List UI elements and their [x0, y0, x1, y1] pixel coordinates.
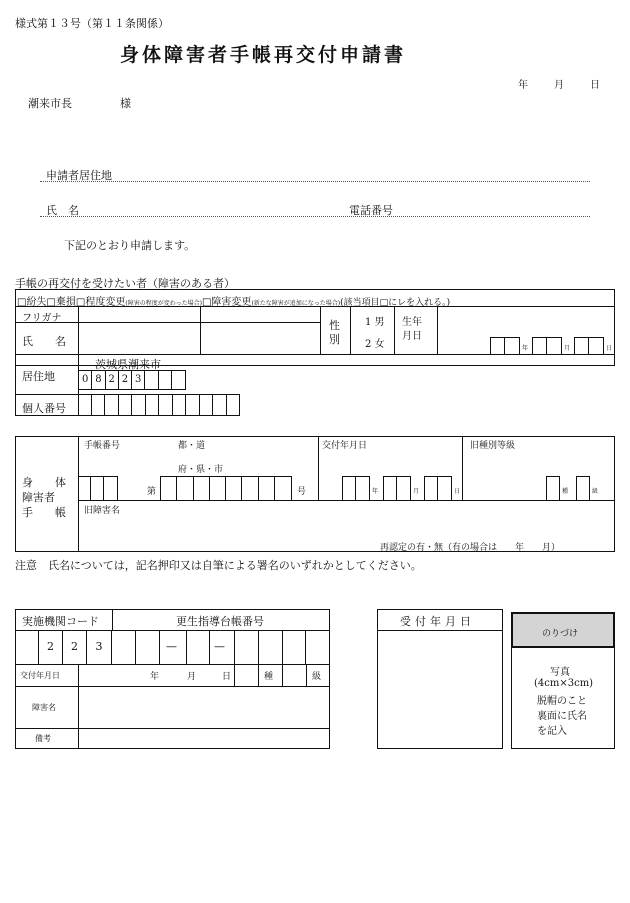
registry-dash-2: — [214, 640, 225, 653]
grade-label: 級 [592, 488, 599, 495]
personal-number-label: 個人番号 [22, 402, 66, 415]
issue-month-boxes[interactable] [383, 476, 411, 500]
agency-code-boxes[interactable] [38, 630, 112, 664]
applicant-address-label: 申請者居住地 [46, 169, 112, 182]
person-name-label: 氏 名 [22, 335, 66, 348]
residence-label: 居住地 [22, 370, 55, 383]
glue-label: のりづけ [542, 629, 579, 639]
residence-prefix: 茨城県潮来市 [95, 358, 161, 371]
date-year-label: 年 [518, 80, 528, 91]
birth-year-boxes[interactable] [490, 337, 520, 354]
sex-female-option[interactable]: 2 女 [365, 339, 385, 350]
issue-year-label: 年 [372, 488, 379, 495]
office-disability-input[interactable] [80, 688, 328, 726]
office-year-label: 年 [150, 672, 160, 682]
addressee: 潮来市長 [28, 97, 72, 110]
sex-label: 性別 [329, 319, 340, 346]
application-statement: 下記のとおり申請します。 [64, 239, 196, 252]
furigana-input[interactable] [80, 308, 318, 321]
book-side-label-1: 身 体 [22, 476, 66, 489]
grade-box[interactable] [576, 476, 590, 500]
office-day-label: 日 [222, 672, 232, 682]
option-instruction: (該当項目□にレを入れる。) [340, 298, 451, 308]
form-number: 様式第１３号（第１１条関係） [15, 17, 169, 30]
person-name-input[interactable] [80, 324, 318, 353]
birth-day-boxes[interactable] [574, 337, 604, 354]
postal-digit: 2 [106, 371, 119, 389]
office-kind-label: 種 [264, 672, 274, 682]
personal-number-boxes[interactable] [78, 394, 240, 416]
issue-day-label: 日 [454, 488, 461, 495]
old-disability-label: 旧障害名 [84, 506, 121, 516]
office-grade-label: 級 [312, 672, 322, 682]
birth-month-boxes[interactable] [532, 337, 562, 354]
agency-code-digit: 2 [39, 630, 63, 664]
option-disability-note: (新たな障害が追加になった場合) [251, 300, 341, 307]
reception-date-label: 受付年月日 [400, 615, 475, 628]
photo-line-5: を記入 [537, 726, 567, 737]
reception-stamp-area[interactable] [380, 633, 500, 745]
agency-code-label: 実施機関コード [22, 615, 99, 628]
option-damage[interactable]: □棄損 [46, 297, 76, 308]
kind-box[interactable] [546, 476, 560, 500]
book-number-boxes[interactable] [160, 476, 292, 500]
dai-label: 第 [147, 487, 157, 497]
addressee-honorific: 様 [120, 97, 131, 110]
registry-dash-1: — [166, 640, 177, 653]
recertification-note: 再認定の有・無（有の場合は 年 月） [380, 543, 561, 553]
registry-boxes-3[interactable] [234, 630, 330, 664]
applicant-phone-label: 電話番号 [349, 204, 393, 217]
issue-year-boxes[interactable] [342, 476, 370, 500]
applicant-name-line[interactable] [40, 216, 590, 217]
postal-digit: 0 [79, 371, 92, 389]
option-degree-note: (障害の程度が変わった場合) [125, 300, 202, 307]
applicant-name-label: 氏 名 [46, 204, 79, 217]
furigana-label: フリガナ [22, 313, 62, 324]
page-title: 身体障害者手帳再交付申請書 [120, 44, 407, 66]
birth-year-label: 年 [522, 345, 529, 352]
section1-heading: 手帳の再交付を受けたい者（障害のある者） [15, 277, 235, 290]
to-do-label: 都・道 [178, 441, 206, 451]
office-disability-label: 障害名 [32, 703, 56, 712]
office-month-label: 月 [187, 672, 197, 682]
prefecture-code-boxes[interactable] [78, 476, 118, 500]
option-loss[interactable]: □紛失 [17, 297, 47, 308]
photo-line-1: 写真 [550, 667, 570, 678]
book-number-label: 手帳番号 [84, 441, 121, 451]
residence-input[interactable] [200, 368, 600, 382]
birth-month-label: 月 [564, 345, 571, 352]
fu-ken-shi-label: 府・県・市 [178, 465, 224, 475]
book-side-label-3: 手 帳 [22, 506, 66, 519]
registry-boxes-2[interactable] [186, 630, 210, 664]
option-disability-change[interactable]: □障害変更 [201, 297, 252, 308]
photo-line-4: 裏面に氏名 [537, 711, 587, 722]
option-degree-change[interactable]: □程度変更 [75, 297, 126, 308]
photo-line-3: 脱帽のこと [537, 696, 587, 707]
issue-day-boxes[interactable] [424, 476, 452, 500]
birth-date-label: 生年月日 [402, 317, 422, 342]
postal-code-boxes[interactable] [78, 370, 186, 390]
birth-day-label: 日 [606, 345, 613, 352]
kind-label: 種 [562, 488, 569, 495]
signature-note: 注意 氏名については，記名押印又は自筆による署名のいずれかとしてください。 [15, 559, 422, 572]
agency-code-digit: 2 [63, 630, 87, 664]
old-grade-label: 旧種別等級 [470, 441, 516, 451]
postal-digit: 2 [119, 371, 132, 389]
issue-date-label: 交付年月日 [322, 441, 368, 451]
office-remarks-input[interactable] [80, 730, 328, 747]
go-label: 号 [297, 487, 307, 497]
issue-month-label: 月 [413, 488, 420, 495]
registry-boxes-1[interactable] [112, 630, 160, 664]
old-disability-input[interactable] [84, 514, 604, 538]
registry-number-label: 更生指導台帳番号 [176, 615, 264, 628]
office-issue-date-label: 交付年月日 [20, 671, 60, 680]
date-day-label: 日 [590, 80, 600, 91]
office-remarks-label: 備考 [35, 734, 51, 743]
applicant-address-line[interactable] [40, 181, 590, 182]
agency-code-digit: 3 [95, 640, 103, 653]
photo-line-2: (4cm×3cm) [534, 678, 594, 689]
postal-digit: 8 [92, 371, 105, 389]
postal-digit: 3 [132, 371, 145, 389]
date-month-label: 月 [554, 80, 564, 91]
book-side-label-2: 障害者 [22, 491, 55, 504]
sex-male-option[interactable]: 1 男 [365, 317, 385, 328]
